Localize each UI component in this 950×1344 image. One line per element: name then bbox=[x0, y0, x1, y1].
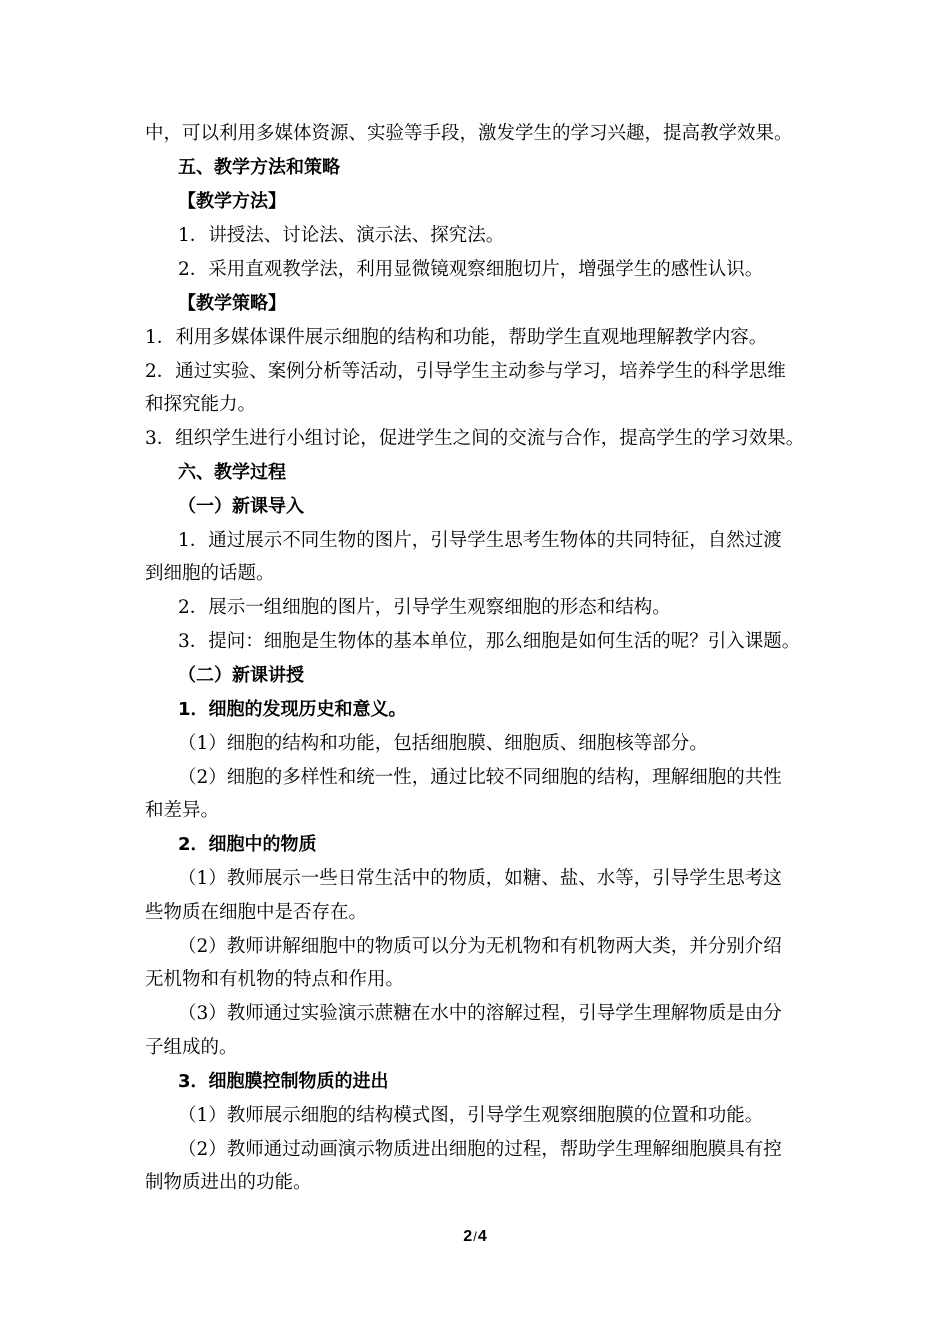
list-item: （1）教师展示细胞的结构模式图，引导学生观察细胞膜的位置和功能。 bbox=[178, 1105, 764, 1126]
list-item-continuation: 子组成的。 bbox=[145, 1037, 238, 1058]
list-item: 2．展示一组细胞的图片，引导学生观察细胞的形态和结构。 bbox=[178, 597, 671, 618]
current-page: 2 bbox=[463, 1228, 473, 1245]
list-item: （2）细胞的多样性和统一性，通过比较不同细胞的结构，理解细胞的共性 bbox=[178, 767, 782, 788]
subsection-heading: （一）新课导入 bbox=[178, 496, 304, 517]
subsection-heading: 【教学策略】 bbox=[178, 293, 286, 314]
subsection-heading: 【教学方法】 bbox=[178, 191, 286, 212]
list-item: 1．通过展示不同生物的图片，引导学生思考生物体的共同特征，自然过渡 bbox=[178, 530, 782, 551]
list-item-continuation: 和探究能力。 bbox=[145, 394, 257, 415]
page-number-footer bbox=[0, 1227, 950, 1247]
list-item: 2．采用直观教学法，利用显微镜观察细胞切片，增强学生的感性认识。 bbox=[178, 259, 764, 280]
list-item-continuation: 和差异。 bbox=[145, 800, 220, 821]
list-item: 1．利用多媒体课件展示细胞的结构和功能，帮助学生直观地理解教学内容。 bbox=[145, 327, 768, 348]
list-item: （1）细胞的结构和功能，包括细胞膜、细胞质、细胞核等部分。 bbox=[178, 733, 708, 754]
paragraph-line: 中，可以利用多媒体资源、实验等手段，激发学生的学习兴趣，提高教学效果。 bbox=[145, 123, 793, 144]
topic-heading: 2．细胞中的物质 bbox=[178, 834, 317, 855]
list-item: 2．通过实验、案例分析等活动，引导学生主动参与学习，培养学生的科学思维 bbox=[145, 361, 786, 382]
list-item: （1）教师展示一些日常生活中的物质，如糖、盐、水等，引导学生思考这 bbox=[178, 868, 782, 889]
list-item: （2）教师通过动画演示物质进出细胞的过程，帮助学生理解细胞膜具有控 bbox=[178, 1139, 782, 1160]
list-item-continuation: 制物质进出的功能。 bbox=[145, 1172, 312, 1193]
subsection-heading: （二）新课讲授 bbox=[178, 665, 304, 686]
total-pages: 4 bbox=[477, 1228, 487, 1245]
section-heading: 六、教学过程 bbox=[178, 462, 286, 483]
list-item: 1．讲授法、讨论法、演示法、探究法。 bbox=[178, 225, 505, 246]
list-item: （2）教师讲解细胞中的物质可以分为无机物和有机物两大类，并分别介绍 bbox=[178, 936, 782, 957]
list-item: （3）教师通过实验演示蔗糖在水中的溶解过程，引导学生理解物质是由分 bbox=[178, 1003, 782, 1024]
list-item-continuation: 到细胞的话题。 bbox=[145, 563, 275, 584]
list-item-continuation: 无机物和有机物的特点和作用。 bbox=[145, 969, 405, 990]
list-item: 3．组织学生进行小组讨论，促进学生之间的交流与合作，提高学生的学习效果。 bbox=[145, 428, 805, 449]
page-separator: / bbox=[473, 1229, 477, 1244]
section-heading: 五、教学方法和策略 bbox=[178, 157, 340, 178]
topic-heading: 1．细胞的发现历史和意义。 bbox=[178, 699, 407, 720]
list-item: 3．提问：细胞是生物体的基本单位，那么细胞是如何生活的呢？引入课题。 bbox=[178, 631, 801, 652]
topic-heading: 3．细胞膜控制物质的进出 bbox=[178, 1071, 389, 1092]
list-item-continuation: 些物质在细胞中是否存在。 bbox=[145, 902, 368, 923]
